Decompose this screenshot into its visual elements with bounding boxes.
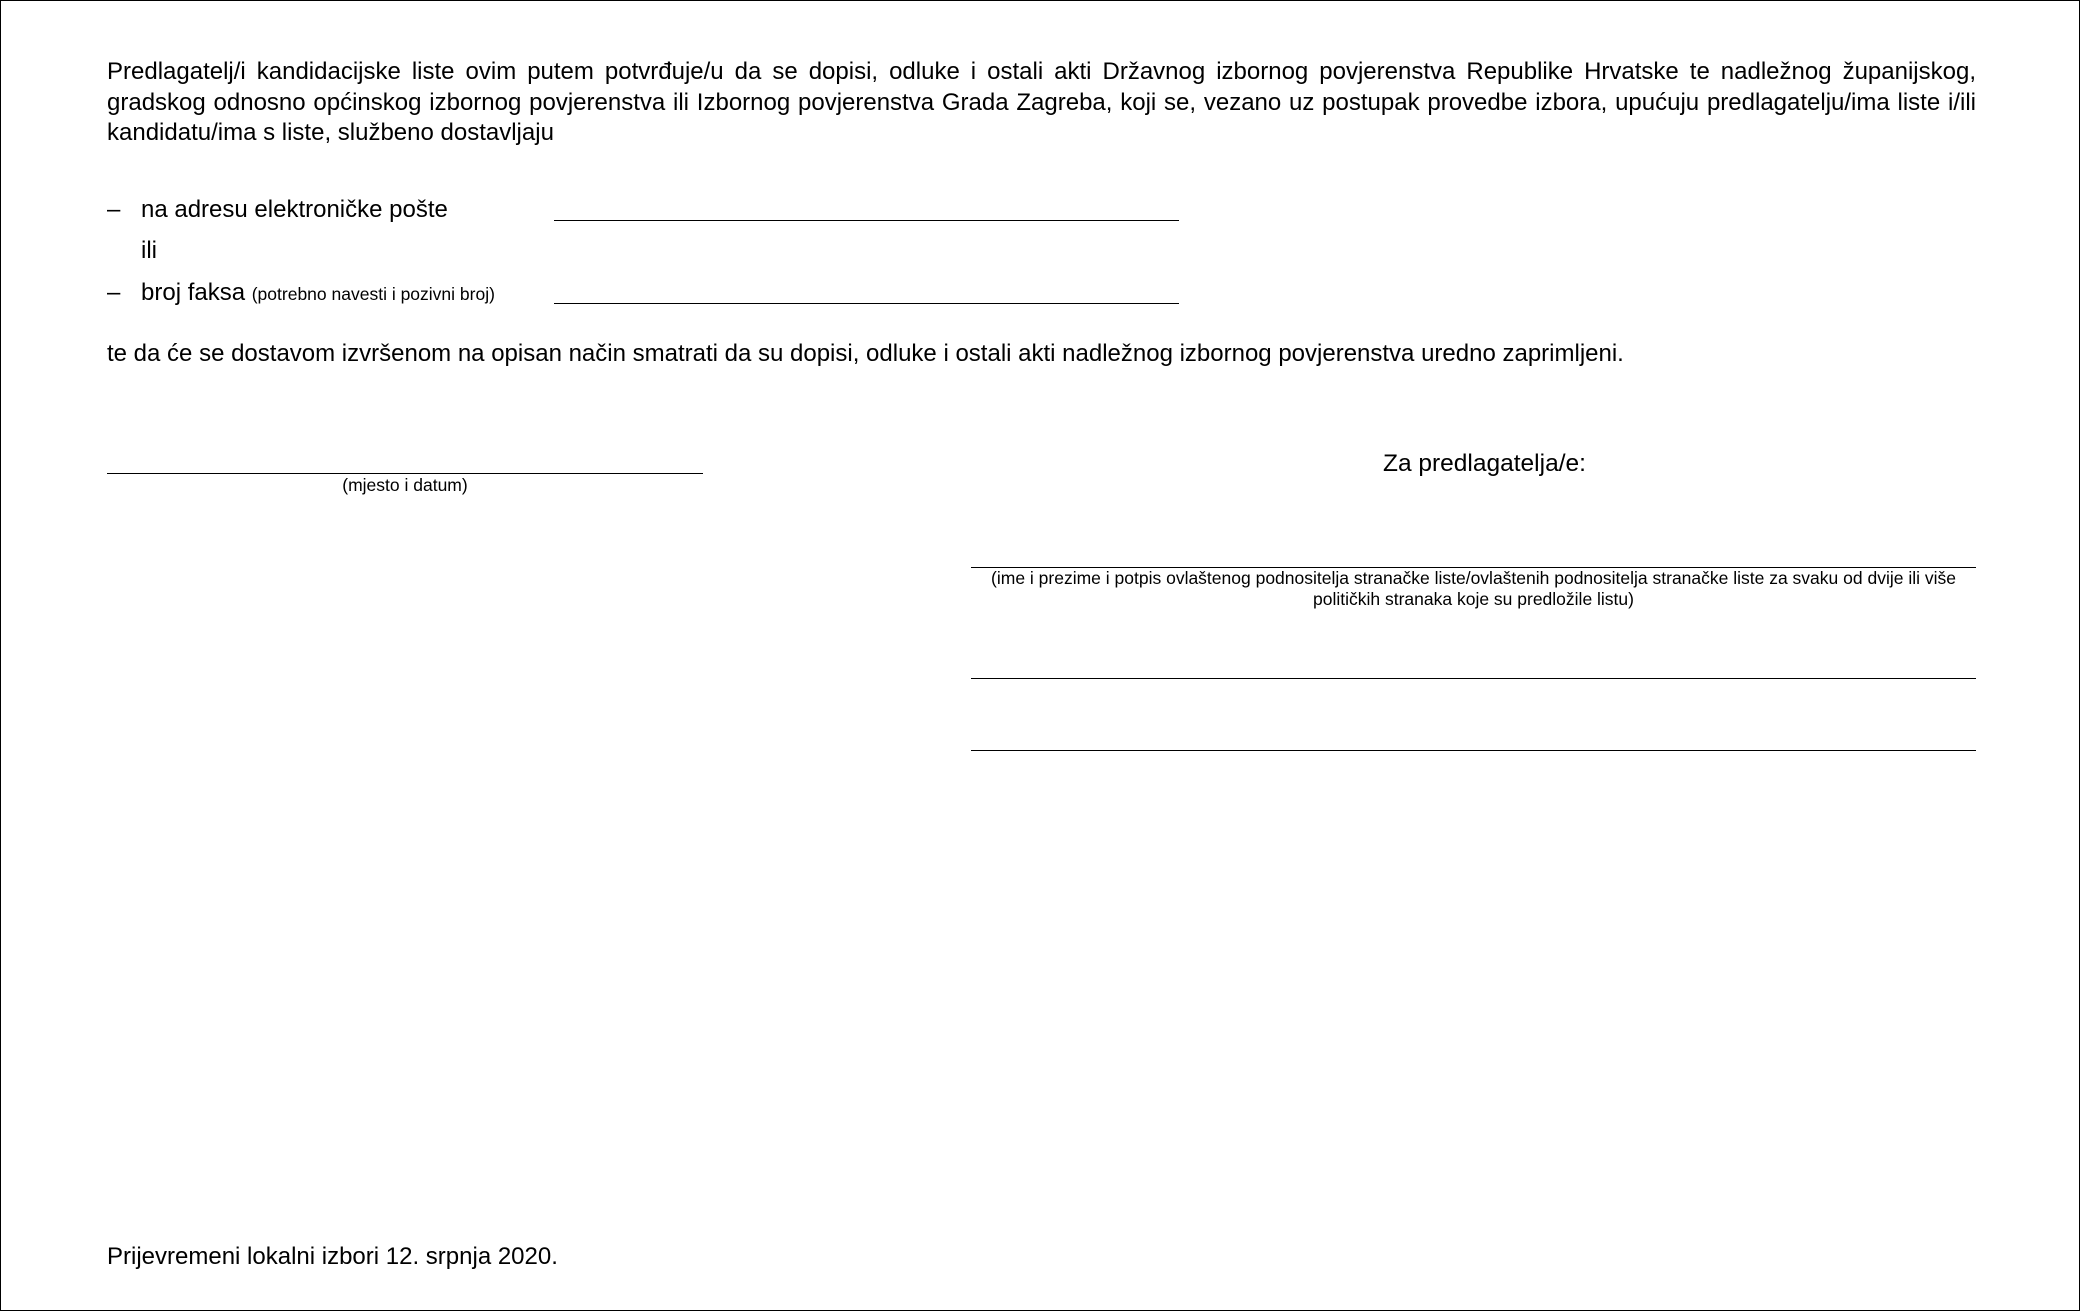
fax-note: (potrebno navesti i pozivni broj) <box>251 284 495 304</box>
fax-label: broj faksa <box>141 279 246 306</box>
or-label: ili <box>141 237 157 264</box>
place-date-caption: (mjesto i datum) <box>342 475 468 495</box>
fax-option-row <box>107 278 495 309</box>
signature-line-3[interactable] <box>971 750 1976 751</box>
signature-line-2[interactable] <box>971 678 1976 679</box>
signature-caption: (ime i prezime i potpis ovlaštenog podnositelja stranačke liste/ovlaštenih podnositelja stranačke liste za svaku od dvije ili više političkih stranaka koje su predložile listu) <box>991 568 1956 609</box>
email-label: na adresu elektroničke pošte <box>141 196 448 223</box>
signature-heading: Za predlagatelja/e: <box>1383 450 1586 477</box>
closing-sentence: te da će se dostavom izvršenom na opisan način smatrati da su dopisi, odluke i ostali akti nadležnog izbornog povjerenstva uredno zaprimljeni. <box>107 340 1624 367</box>
email-fill-line[interactable] <box>554 220 1179 221</box>
intro-paragraph: Predlagatelj/i kandidacijske liste ovim putem potvrđuje/u da se dopisi, odluke i ostali akti Državnog izbornog povjerenstva Republike Hrvatske te nadležnog županijskog, gradskog odnosno općinskog izbornog povjerenstva ili Izbornog povjerenstva Grada Zagreba, koji se, vezano uz postupak provedbe izbora, upućuju predlagatelju/ima liste i/ili kandidatu/ima s liste, službeno dostavljaju <box>107 58 1976 146</box>
footer-text: Prijevremeni lokalni izbori 12. srpnja 2020. <box>107 1243 558 1270</box>
fax-fill-line[interactable] <box>554 303 1179 304</box>
email-option-row <box>107 195 448 225</box>
bullet-dash: – <box>107 196 121 223</box>
place-date-line[interactable] <box>107 473 703 474</box>
bullet-dash: – <box>107 279 121 306</box>
